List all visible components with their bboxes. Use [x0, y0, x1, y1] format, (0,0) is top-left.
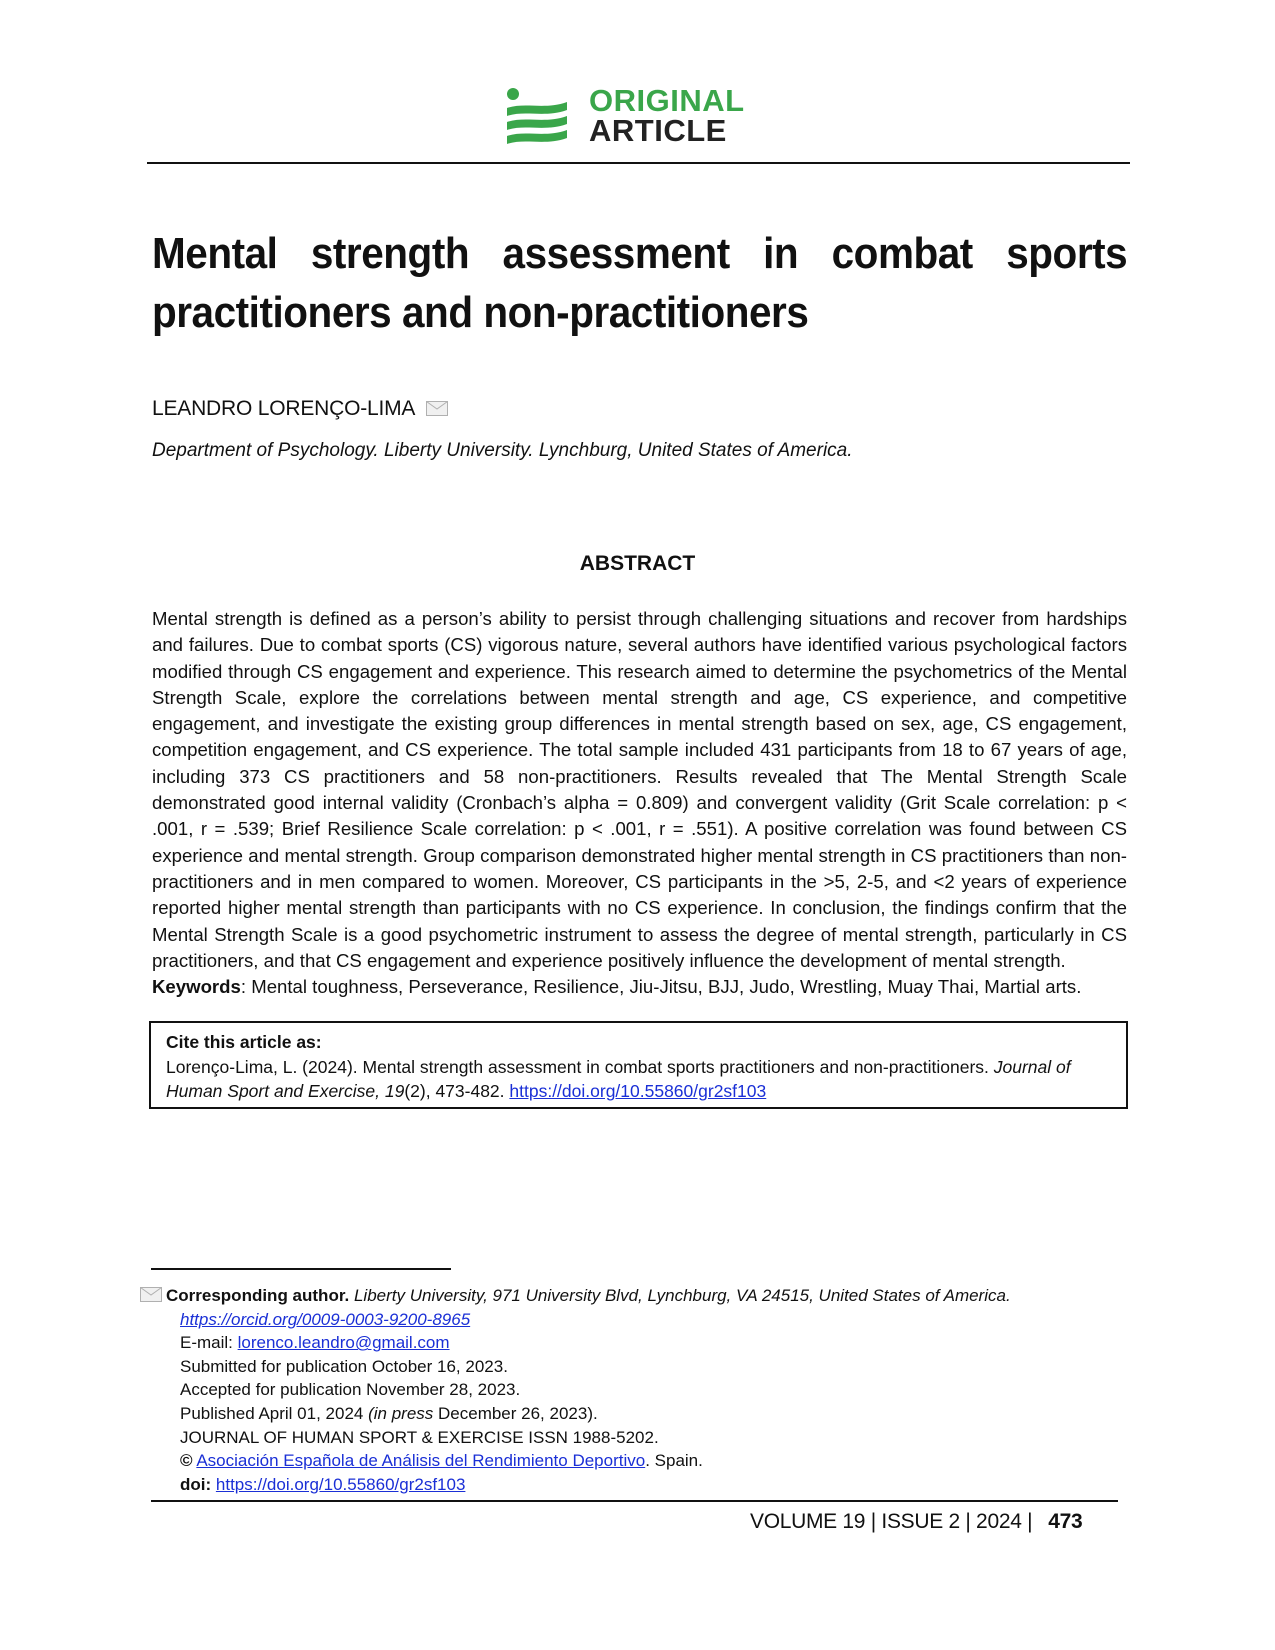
email-link[interactable]: lorenco.leandro@gmail.com — [237, 1333, 450, 1353]
citation-body — [166, 1055, 1116, 1103]
issn-line: JOURNAL OF HUMAN SPORT & EXERCISE ISSN 1988-5202. — [180, 1427, 659, 1447]
corresponding-line — [140, 1284, 1130, 1308]
orcid-link[interactable]: https://orcid.org/0009-0003-9200-8965 — [180, 1309, 471, 1329]
envelope-icon — [140, 1287, 162, 1302]
in-press-label: (in press — [368, 1403, 434, 1423]
copyright-line — [140, 1449, 1130, 1473]
citation-doi-link[interactable]: https://doi.org/10.55860/gr2sf103 — [509, 1081, 767, 1101]
page-number: 473 — [1048, 1510, 1083, 1533]
logo-line1: ORIGINAL — [589, 83, 745, 118]
abstract-text: Mental strength is defined as a person’s ability to persist through challenging situations and recover from hardships and failures. Due to combat sports (CS) vigorous nature, several authors have identified various psychological factors modified through CS engagement and experience. This research aimed to determine the psychometrics of the Mental Strength Scale, explore the correlations between mental strength and age, CS experience, and competitive engagement, and investigate the existing group differences in mental strength based on sex, age, CS engagement, competition engagement, and CS experience. The total sample included 431 participants from 18 to 67 years of age, including 373 CS practitioners and 58 non-practitioners. Results revealed that The Mental Strength Scale demonstrated good internal validity (Cronbach’s alpha = 0.809) and convergent validity (Grit Scale correlation: p < .001, r = .539; Brief Resilience Scale correlation: p < .001, r = .551). A positive correlation was found between CS experience and mental strength. Group comparison demonstrated higher mental strength in CS practitioners than non-practitioners and in men compared to women. Moreover, CS participants in the >5, 2-5, and <2 years of experience reported higher mental strength than participants with no CS experience. In conclusion, the findings confirm that the Mental Strength Scale is a good psychometric instrument to assess the degree of mental strength, particularly in CS practitioners, and that CS engagement and experience positively influence the development of mental strength. — [152, 608, 1127, 971]
doi-label: doi: — [180, 1474, 216, 1494]
header-rule — [147, 162, 1130, 164]
doi-line — [140, 1473, 1130, 1497]
citation-text: Lorenço-Lima, L. (2024). Mental strength assessment in combat sports practitioners and non-practitioners. — [166, 1057, 994, 1077]
copyright-symbol: © — [180, 1451, 193, 1471]
abstract-heading: ABSTRACT — [579, 552, 696, 575]
copyright-country: . Spain. — [645, 1451, 703, 1471]
citation-heading: Cite this article as: — [166, 1032, 322, 1052]
published-text: Published April 01, 2024 — [180, 1403, 369, 1423]
author-line — [152, 397, 448, 421]
corresponding-address: Liberty University, 971 University Blvd, Lynchburg, VA 24515, United States of America. — [353, 1286, 1011, 1305]
doi-link[interactable]: https://doi.org/10.55860/gr2sf103 — [215, 1474, 466, 1494]
email-label: E-mail: — [180, 1333, 238, 1353]
keywords-line — [152, 974, 1127, 1000]
citation-journal: Journal of Human Sport and Exercise, 19 — [166, 1057, 1071, 1101]
affiliation: Department of Psychology. Liberty University. Lynchburg, United States of America. — [152, 440, 853, 461]
accepted-date: Accepted for publication November 28, 2023. — [180, 1380, 521, 1400]
running-footer: VOLUME 19 | ISSUE 2 | 2024 | — [750, 1510, 1033, 1533]
author-name: LEANDRO LORENÇO-LIMA — [152, 397, 415, 420]
keywords-label: Keywords — [152, 976, 241, 998]
envelope-icon[interactable] — [426, 401, 448, 416]
page-footer — [750, 1510, 1082, 1534]
footnote-block — [140, 1284, 1130, 1496]
article-title: Mental strength assessment in combat sports practitioners and non-practitioners — [152, 229, 1128, 337]
logo-stripes-icon — [505, 86, 569, 150]
footnote-rule — [151, 1268, 451, 1270]
submitted-date: Submitted for publication October 16, 2023. — [180, 1356, 508, 1376]
journal-logo — [505, 83, 775, 150]
in-press-date: December 26, 2023). — [433, 1403, 598, 1423]
footer-rule — [151, 1500, 1118, 1502]
logo-line2: ARTICLE — [589, 113, 727, 148]
copyright-org-link[interactable]: Asociación Española de Análisis del Rendimiento Deportivo — [196, 1451, 646, 1471]
published-line — [140, 1402, 1130, 1426]
citation-issue: (2), 473-482. — [404, 1081, 510, 1101]
abstract-block — [152, 606, 1127, 1000]
corresponding-label: Corresponding author. — [166, 1286, 350, 1305]
keywords-list: : Mental toughness, Perseverance, Resilience, Jiu-Jitsu, BJJ, Judo, Wrestling, Muay Thai, Martial arts. — [240, 976, 1082, 998]
